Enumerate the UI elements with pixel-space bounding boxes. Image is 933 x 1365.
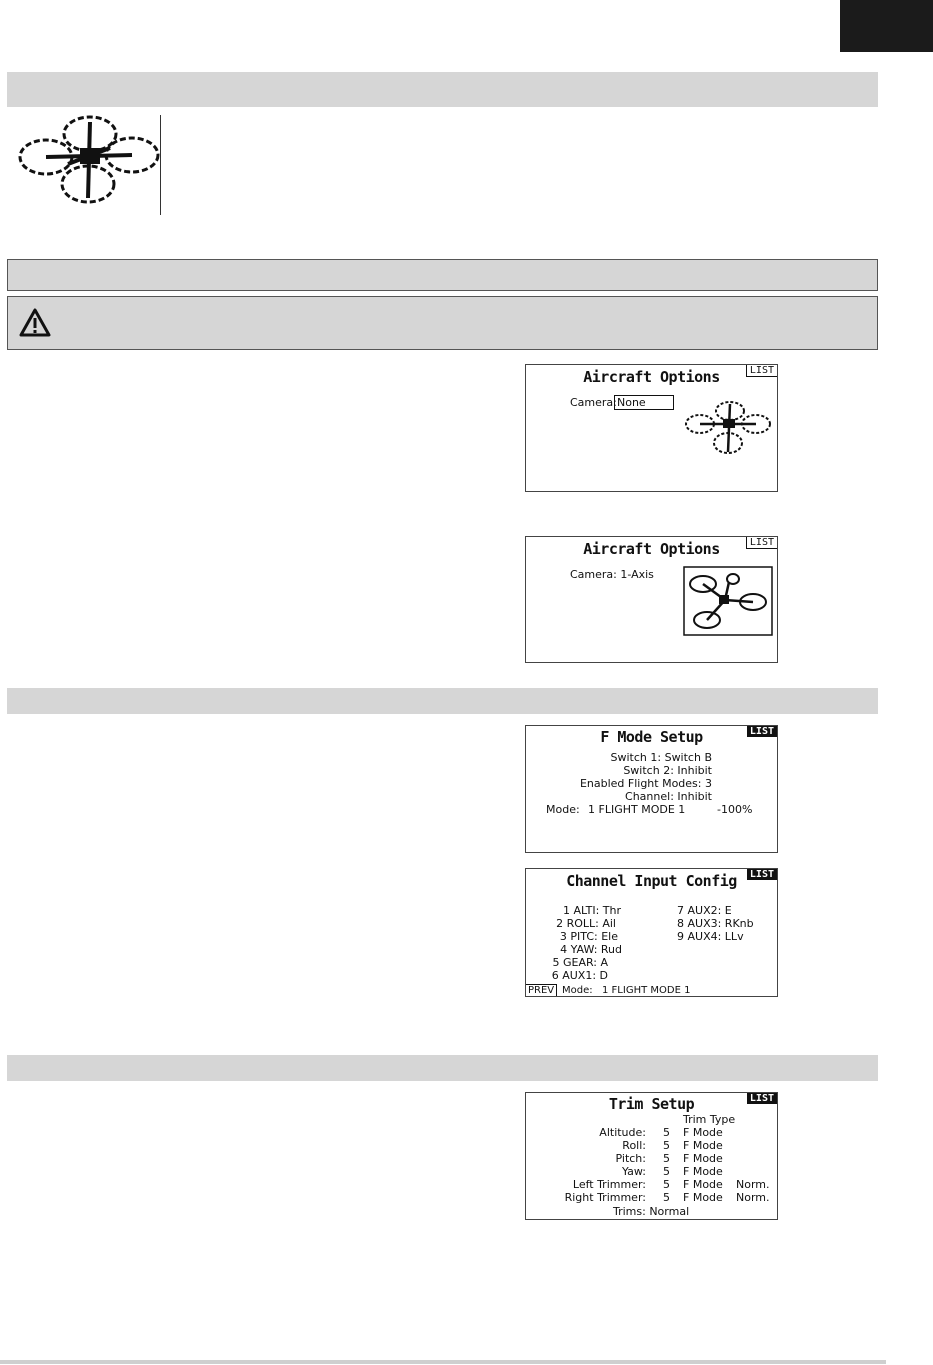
screen-title: Channel Input Config [566, 872, 737, 890]
mode-label: Mode: [546, 803, 580, 816]
screen-title: Trim Setup [608, 1095, 695, 1113]
trim-step[interactable]: 5 [663, 1191, 670, 1204]
trim-step[interactable]: 5 [663, 1139, 670, 1152]
switch-2-setting[interactable]: Switch 2: Inhibit [623, 764, 712, 777]
camera-label: Camera: [570, 396, 617, 409]
trim-type[interactable]: F Mode [683, 1178, 723, 1191]
switch-1-setting[interactable]: Switch 1: Switch B [610, 751, 712, 764]
camera-select[interactable]: None [614, 395, 674, 410]
lcd-screen-aircraft-options [525, 364, 778, 492]
channel-item[interactable]: 3 PITC: Ele [559, 930, 618, 943]
section-header-bar [7, 72, 878, 107]
quadcopter-camera-icon [683, 566, 773, 636]
warning-icon [18, 307, 52, 339]
trim-type[interactable]: F Mode [683, 1165, 723, 1178]
channel-item[interactable]: 4 YAW: Rud [560, 943, 622, 956]
list-tag[interactable]: LIST [746, 537, 777, 549]
quadcopter-icon [18, 112, 160, 210]
page-bottom-rule [0, 1360, 886, 1364]
trim-label: Right Trimmer: [564, 1191, 646, 1204]
trim-step[interactable]: 5 [663, 1152, 670, 1165]
section-header-bar [7, 688, 878, 714]
trims-footer[interactable]: Trims: Normal [613, 1205, 690, 1218]
mode-label: Mode: [562, 985, 593, 996]
screen-title: Aircraft Options [583, 540, 720, 558]
channel-item[interactable]: 6 AUX1: D [551, 969, 608, 982]
trim-label: Yaw: [621, 1165, 646, 1178]
channel-item[interactable]: 5 GEAR: A [552, 956, 608, 969]
mode-value[interactable]: 1 FLIGHT MODE 1 [588, 803, 686, 816]
enabled-flight-modes-setting[interactable]: Enabled Flight Modes: 3 [579, 777, 712, 790]
trim-label: Left Trimmer: [572, 1178, 646, 1191]
list-tag[interactable]: LIST [747, 726, 777, 737]
trim-extra[interactable]: Norm. [736, 1191, 770, 1204]
trim-type[interactable]: F Mode [683, 1126, 723, 1139]
screen-title: Aircraft Options [583, 368, 720, 386]
channel-setting[interactable]: Channel: Inhibit [625, 790, 712, 803]
trim-step[interactable]: 5 [663, 1178, 670, 1191]
lcd-screen-fmode-setup [525, 725, 778, 853]
screen-title: F Mode Setup [600, 728, 703, 746]
lcd-screen-aircraft-options [525, 536, 778, 663]
trim-label: Roll: [622, 1139, 646, 1152]
channel-item[interactable]: 8 AUX3: RKnb [677, 917, 754, 930]
trim-label: Pitch: [615, 1152, 646, 1165]
channel-item[interactable]: 9 AUX4: LLv [677, 930, 744, 943]
warning-bar [7, 296, 878, 350]
trim-type[interactable]: F Mode [683, 1191, 723, 1204]
channel-item[interactable]: 2 ROLL: Ail [556, 917, 616, 930]
section-header-bar [7, 259, 878, 291]
trim-type[interactable]: F Mode [683, 1152, 723, 1165]
trim-step[interactable]: 5 [663, 1126, 670, 1139]
channel-item[interactable]: 1 ALTI: Thr [562, 904, 621, 917]
trim-type[interactable]: F Mode [683, 1139, 723, 1152]
list-tag[interactable]: LIST [747, 869, 777, 880]
vertical-divider [160, 115, 161, 215]
mode-value[interactable]: 1 FLIGHT MODE 1 [602, 985, 691, 996]
prev-button[interactable]: PREV [526, 984, 557, 997]
section-header-bar [7, 1055, 878, 1081]
trim-type-header: Trim Type [683, 1113, 736, 1126]
quadcopter-icon [684, 400, 772, 458]
trim-extra[interactable]: Norm. [736, 1178, 770, 1191]
channel-item[interactable]: 7 AUX2: E [677, 904, 732, 917]
trim-step[interactable]: 5 [663, 1165, 670, 1178]
list-tag[interactable]: LIST [746, 365, 777, 377]
trim-label: Altitude: [599, 1126, 646, 1139]
lcd-screen-trim-setup [525, 1092, 778, 1220]
lcd-screen-channel-input-config [525, 868, 778, 997]
page-corner-tab [840, 0, 933, 52]
camera-setting: Camera: 1-Axis [570, 568, 654, 581]
list-tag[interactable]: LIST [747, 1093, 777, 1104]
mode-percent[interactable]: -100% [717, 803, 753, 816]
